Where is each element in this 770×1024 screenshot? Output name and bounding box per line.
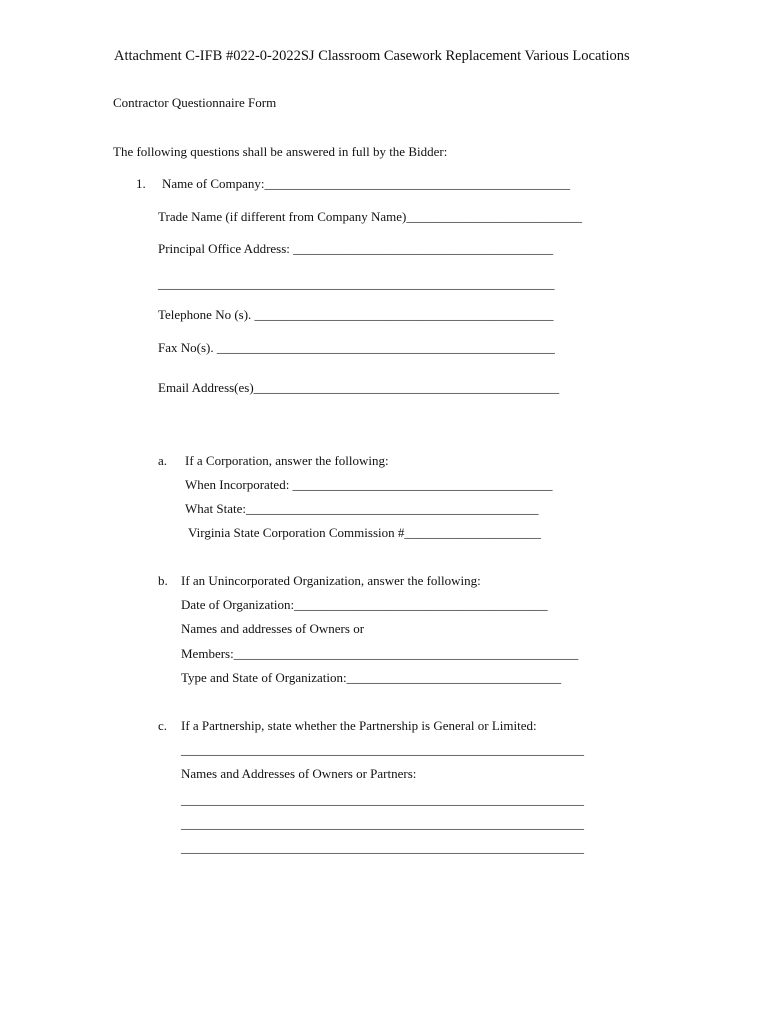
intro-text: The following questions shall be answered in full by the Bidder: (113, 144, 448, 159)
names-owners-label: Names and addresses of Owners or (181, 621, 365, 636)
partners-line-3[interactable]: ______________________________________________________________ (181, 840, 584, 855)
names-partners-label: Names and Addresses of Owners or Partners: (181, 766, 417, 781)
type-state-field[interactable]: Type and State of Organization:_________________________________ (181, 670, 562, 685)
section-c-heading: If a Partnership, state whether the Partnership is General or Limited: (181, 718, 537, 733)
date-of-organization-field[interactable]: Date of Organization:_______________________________________ (181, 597, 548, 612)
document-title: Attachment C-IFB #022-0-2022SJ Classroom Casework Replacement Various Locations (114, 48, 630, 64)
partners-line-1[interactable]: ______________________________________________________________ (181, 792, 584, 807)
partnership-type-field[interactable]: ______________________________________________________________ (181, 742, 584, 757)
partners-line-2[interactable]: ______________________________________________________________ (181, 816, 584, 831)
section-a-heading: If a Corporation, answer the following: (185, 453, 389, 468)
when-incorporated-field[interactable]: When Incorporated: ________________________________________ (185, 477, 553, 492)
company-name-field[interactable]: Name of Company:_______________________________________________ (162, 176, 571, 191)
email-field[interactable]: Email Address(es)_______________________________________________ (158, 380, 560, 395)
scc-number-field[interactable]: Virginia State Corporation Commission #_____________________ (188, 525, 541, 540)
telephone-field[interactable]: Telephone No (s). ______________________________________________ (158, 307, 554, 322)
principal-office-field[interactable]: Principal Office Address: ________________________________________ (158, 241, 554, 256)
form-subtitle: Contractor Questionnaire Form (113, 95, 277, 110)
address-continuation-field[interactable]: _____________________________________________________________ (158, 276, 555, 291)
section-c-marker: c. (158, 718, 168, 733)
trade-name-field[interactable]: Trade Name (if different from Company Name)___________________________ (158, 209, 582, 224)
section-a-marker: a. (158, 453, 168, 468)
members-field[interactable]: Members:_____________________________________________________ (181, 646, 579, 661)
section-b-heading: If an Unincorporated Organization, answer the following: (181, 573, 481, 588)
what-state-field[interactable]: What State:_____________________________________________ (185, 501, 539, 516)
question-1-number: 1. (136, 176, 146, 191)
section-b-marker: b. (158, 573, 168, 588)
fax-field[interactable]: Fax No(s). ____________________________________________________ (158, 340, 555, 355)
